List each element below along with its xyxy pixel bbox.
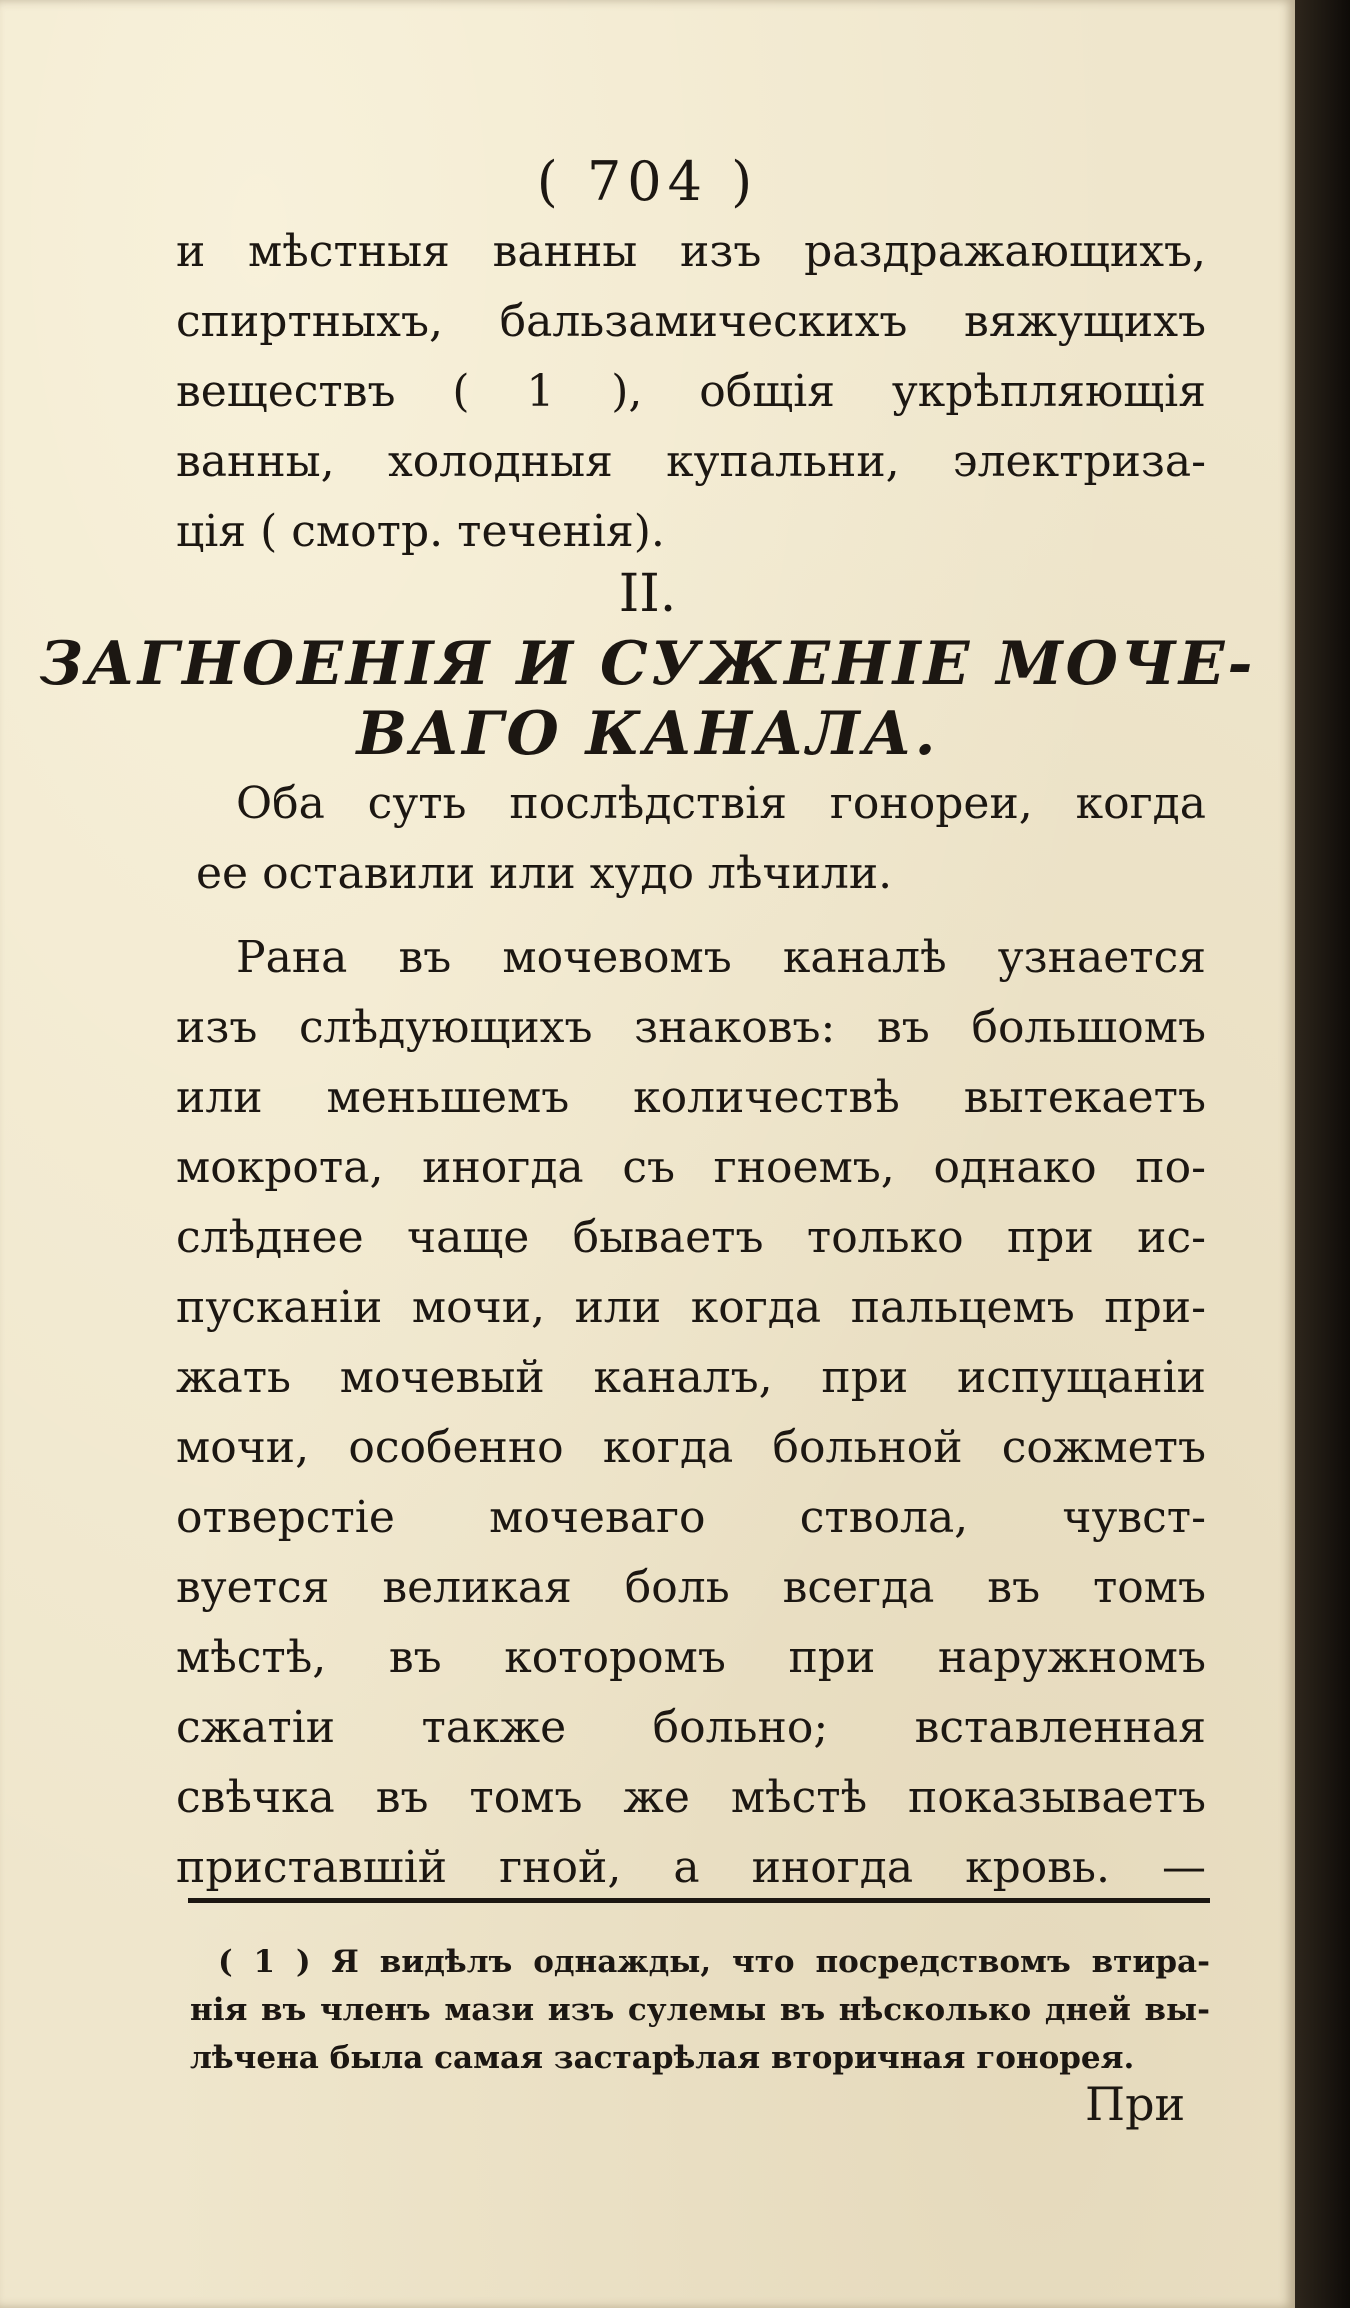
footnote-line: ( 1 ) Я видѣлъ однажды, что посредствомъ втира- — [218, 1944, 1210, 1980]
footnote-line: лѣчена была самая застарѣлая вторичная гонорея. — [190, 2040, 1135, 2076]
section-heading-line: ЗАГНОЕНІЯ И СУЖЕНІЕ МОЧЕ- — [39, 629, 1256, 699]
text-line: Оба суть послѣдствія гонореи, когда — [236, 778, 1206, 829]
footnote-rule — [188, 1898, 1210, 1903]
catchword: При — [1085, 2077, 1186, 2131]
footnote-line: нія въ членъ мази изъ сулемы въ нѣсколько дней вы- — [190, 1992, 1210, 2028]
text-line: ція ( смотр. теченія). — [176, 506, 665, 557]
text-line: веществъ ( 1 ), общія укрѣпляющія — [176, 366, 1206, 417]
section-number: II. — [618, 564, 677, 624]
text-line: изъ слѣдующихъ знаковъ: въ большомъ — [176, 1002, 1206, 1053]
page-number: ( 704 ) — [536, 150, 759, 213]
text-line: свѣчка въ томъ же мѣстѣ показываетъ — [176, 1772, 1206, 1823]
text-line: мочи, особенно когда больной сожметъ — [176, 1422, 1206, 1473]
text-line: жать мочевый каналъ, при испущаніи — [176, 1352, 1206, 1403]
text-line: и мѣстныя ванны изъ раздражающихъ, — [176, 226, 1206, 277]
text-line: приставшій гной, а иногда кровь. — — [176, 1842, 1206, 1893]
text-line: отверстіе мочеваго ствола, чувст- — [176, 1492, 1206, 1543]
text-line: пусканіи мочи, или когда пальцемъ при- — [176, 1282, 1206, 1333]
text-line: или меньшемъ количествѣ вытекаетъ — [176, 1072, 1206, 1123]
text-line: вуется великая боль всегда въ томъ — [176, 1562, 1206, 1613]
text-line: слѣднее чаще бываетъ только при ис- — [176, 1212, 1206, 1263]
text-line: ванны, холодныя купальни, электриза- — [176, 436, 1206, 487]
text-line: мѣстѣ, въ которомъ при наружномъ — [176, 1632, 1206, 1683]
text-line: спиртныхъ, бальзамическихъ вяжущихъ — [176, 296, 1206, 347]
scan-dark-edge — [1295, 0, 1350, 2308]
section-heading-line: ВАГО КАНАЛА. — [356, 699, 939, 769]
text-line: мокрота, иногда съ гноемъ, однако по- — [176, 1142, 1206, 1193]
text-line: ее оставили или худо лѣчили. — [196, 848, 893, 899]
text-line: Рана въ мочевомъ каналѣ узнается — [236, 932, 1206, 983]
text-line: сжатіи также больно; вставленная — [176, 1702, 1206, 1753]
